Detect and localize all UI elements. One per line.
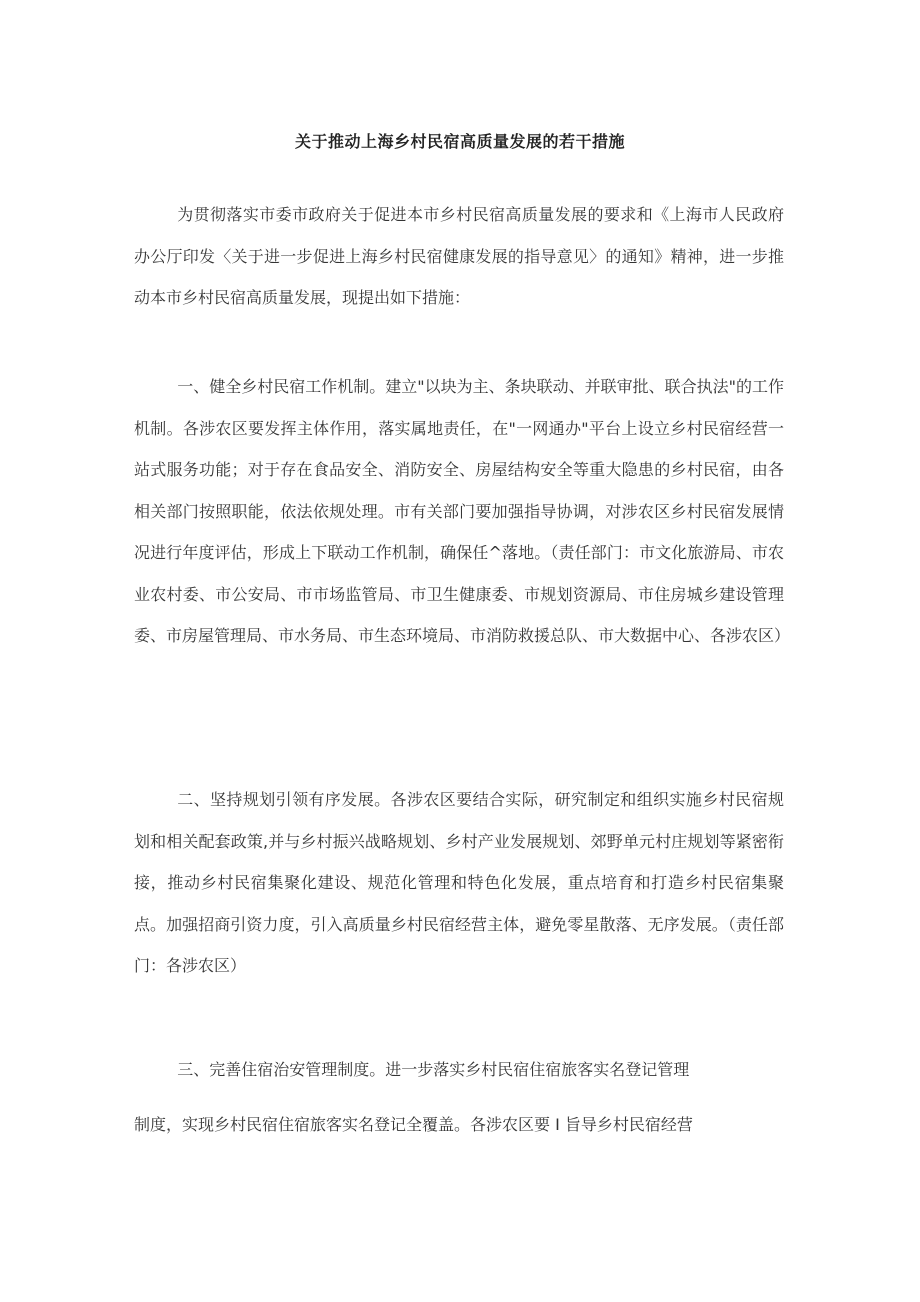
paragraph-measure-two: 二、坚持规划引领有序发展。各涉农区要结合实际，研究制定和组织实施乡村民宿规划和相关配套政策,并与乡村振兴战略规划、乡村产业发展规划、郊野单元村庄规划等紧密衔接，推动乡村民宿集聚化建设、规范化管理和特色化发展，重点培育和打造乡村民宿集聚点。加强招商引资力度，引入高质量乡村民宿经营主体，避免零星散落、无序发展。（责任部门：各涉农区） <box>134 790 784 975</box>
paragraph-intro: 为贯彻落实市委市政府关于促进本市乡村民宿高质量发展的要求和《上海市人民政府办公厅印发〈关于进一步促进上海乡村民宿健康发展的指导意见〉的通知》精神，进一步推动本市乡村民宿高质量发展，现提出如下措施： <box>134 205 784 307</box>
document-title: 关于推动上海乡村民宿高质量发展的若干措施 <box>294 132 625 151</box>
paragraph-measure-three-line-2: 制度，实现乡村民宿住宿旅客实名登记全覆盖。各涉农区要 I 旨导乡村民宿经营 <box>134 1115 693 1134</box>
paragraph-measure-one: 一、健全乡村民宿工作机制。建立"以块为主、条块联动、并联审批、联合执法"的工作机制。各涉农区要发挥主体作用，落实属地责任，在"一网通办"平台上设立乡村民宿经营一站式服务功能；对于存在食品安全、消防安全、房屋结构安全等重大隐患的乡村民宿，由各相关部门按照职能，依法依规处理。市有关部门要加强指导协调，对涉农区乡村民宿发展情况进行年度评估，形成上下联动工作机制，确保任^落地。（责任部门：市文化旅游局、市农业农村委、市公安局、市市场监管局、市卫生健康委、市规划资源局、市住房城乡建设管理委、市房屋管理局、市水务局、市生态环境局、市消防救援总队、市大数据中心、各涉农区） <box>134 377 791 645</box>
paragraph-measure-three-line-1: 三、完善住宿治安管理制度。进一步落实乡村民宿住宿旅客实名登记管理 <box>177 1060 690 1079</box>
